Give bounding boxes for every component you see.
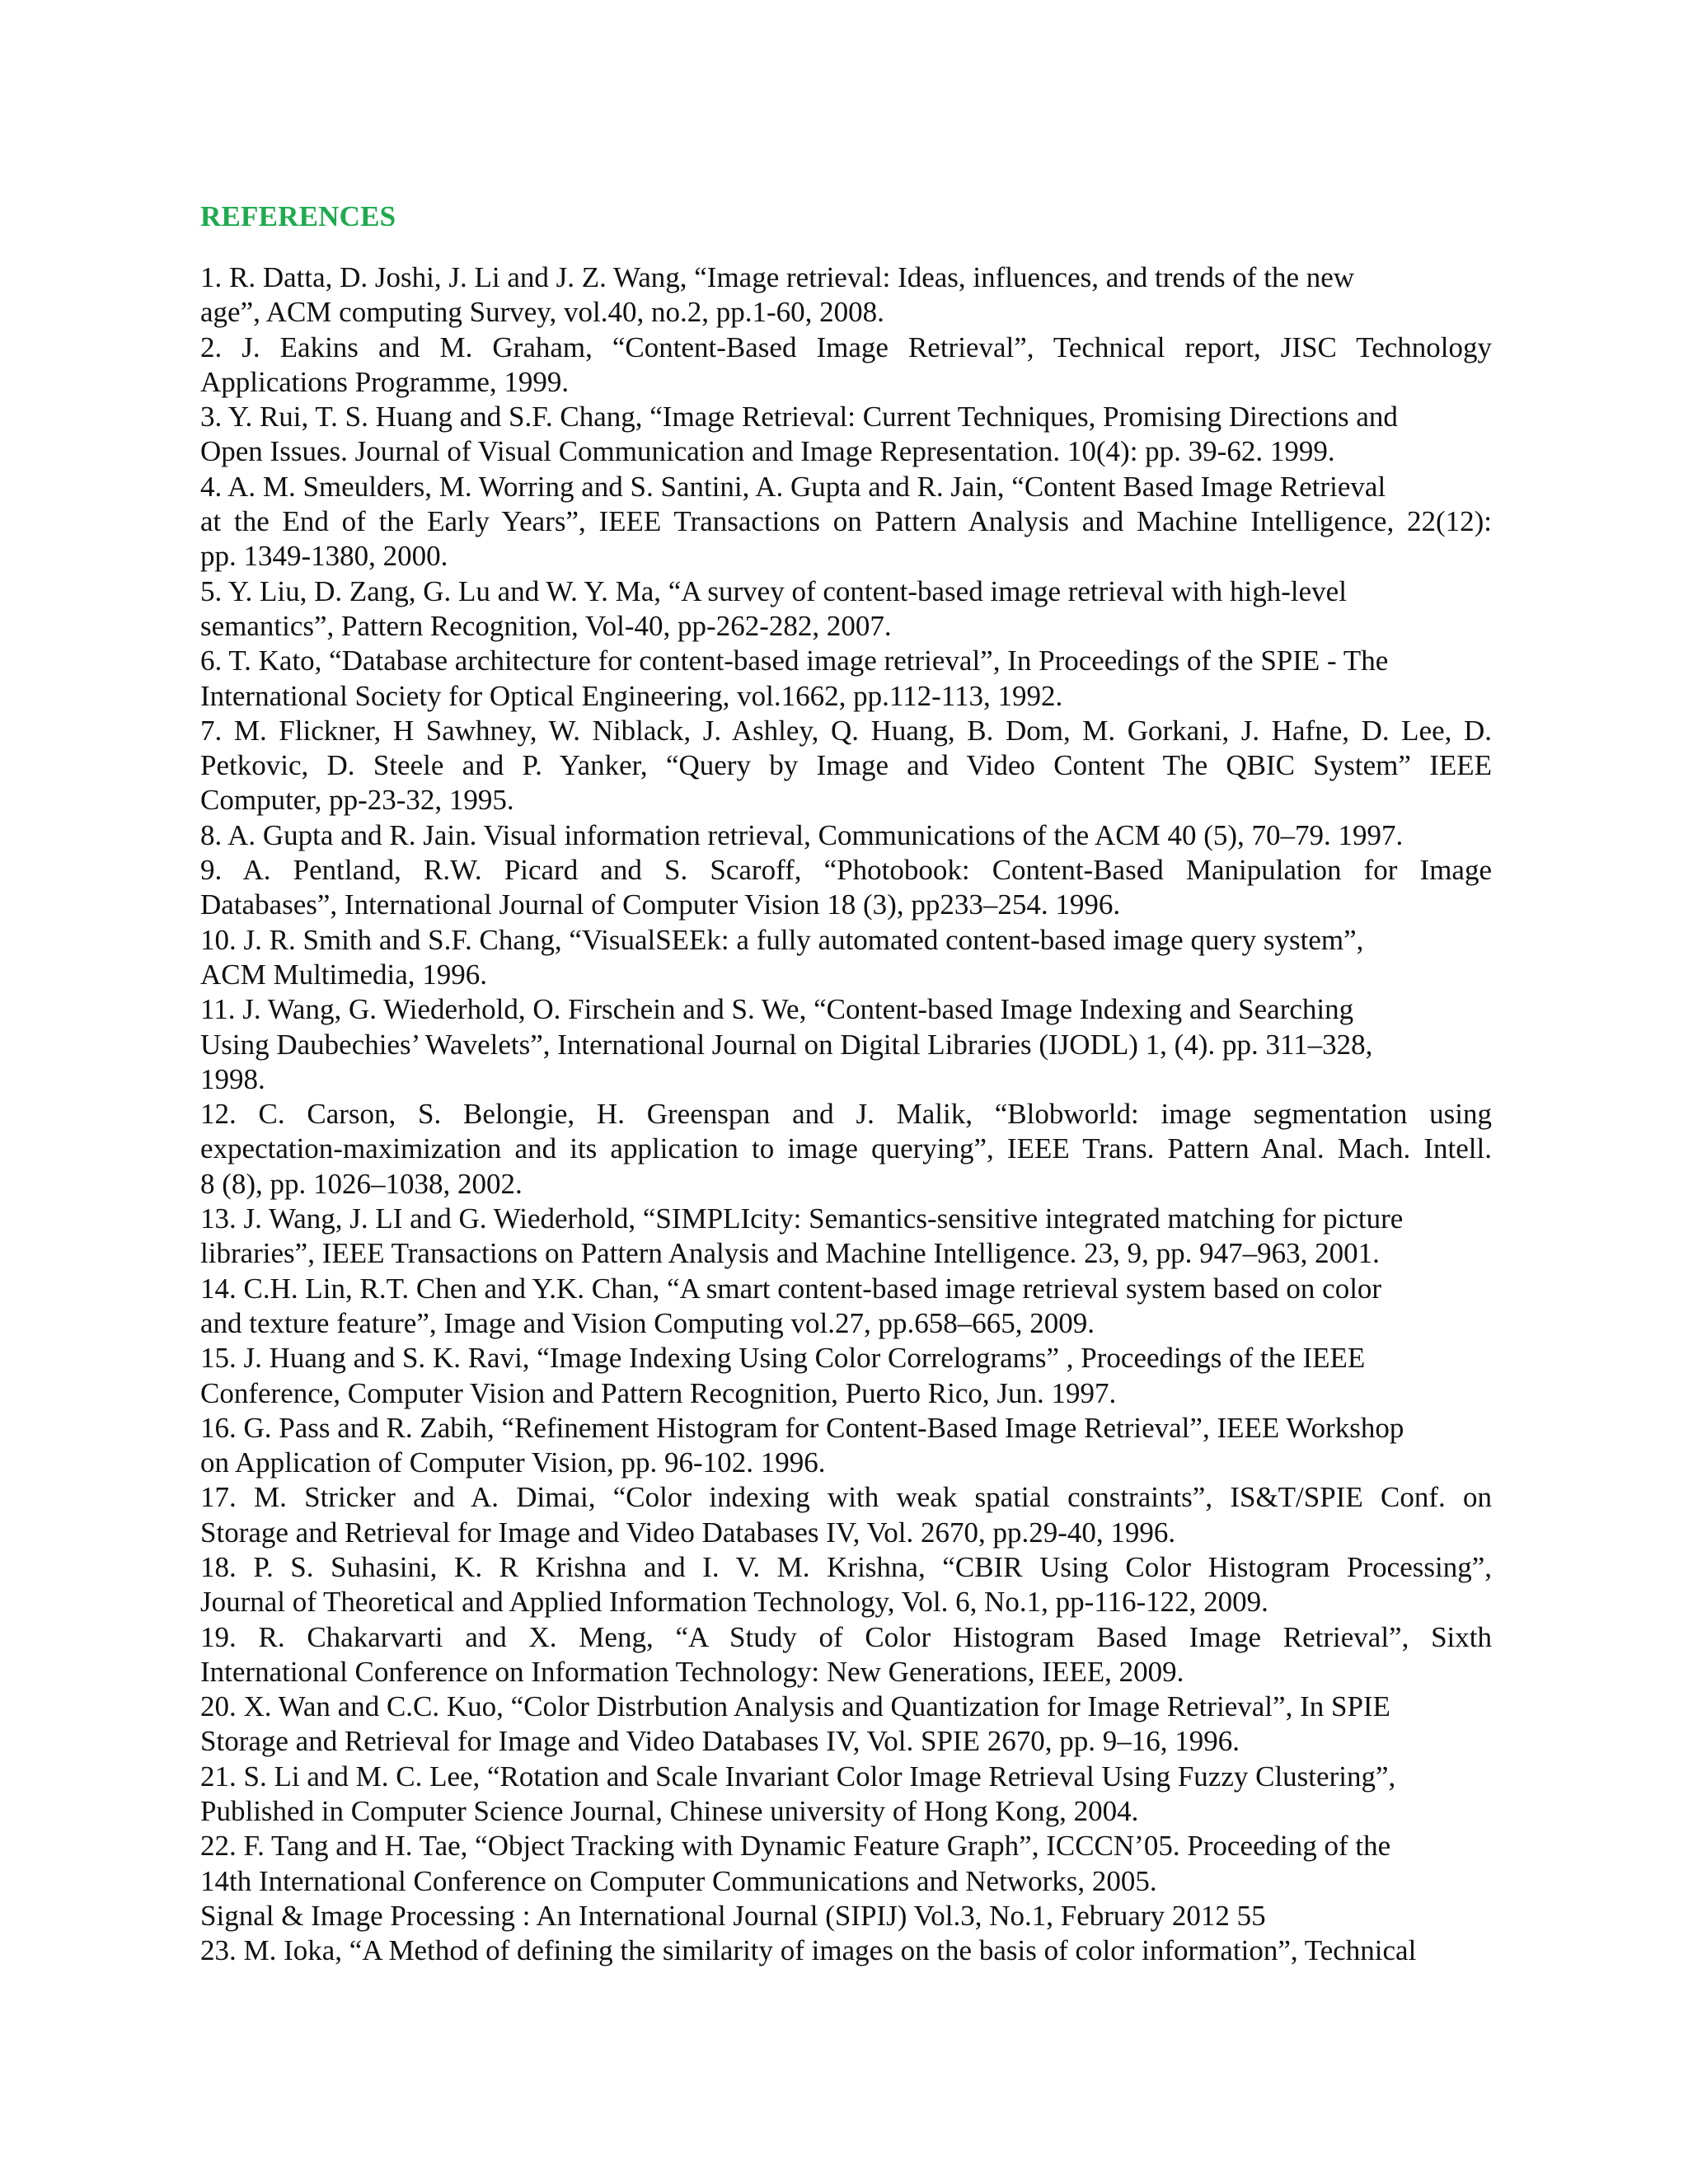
reference-line: 16. G. Pass and R. Zabih, “Refinement Histogram for Content-Based Image Retrieval”, IEEE Workshop	[200, 1411, 1404, 1444]
reference-line: libraries”, IEEE Transactions on Pattern Analysis and Machine Intelligence. 23, 9, pp. 947–963, 2001.	[200, 1237, 1380, 1270]
reference-line: 15. J. Huang and S. K. Ravi, “Image Indexing Using Color Correlograms” , Proceedings of the IEEE	[200, 1342, 1366, 1375]
reference-line: Open Issues. Journal of Visual Communication and Image Representation. 10(4): pp. 39-62. 1999.	[200, 435, 1335, 468]
reference-line: 14. C.H. Lin, R.T. Chen and Y.K. Chan, “A smart content-based image retrieval system based on color	[200, 1272, 1382, 1305]
reference-list	[200, 260, 1492, 1969]
reference-line: 4. A. M. Smeulders, M. Worring and S. Santini, A. Gupta and R. Jain, “Content Based Image Retrieval	[200, 470, 1386, 503]
reference-line: age”, ACM computing Survey, vol.40, no.2, pp.1-60, 2008.	[200, 296, 884, 329]
reference-line: 18. P. S. Suhasini, K. R Krishna and I. V. M. Krishna, “CBIR Using Color Histogram Processing”,	[200, 1550, 1492, 1583]
reference-line: 10. J. R. Smith and S.F. Chang, “VisualSEEk: a fully automated content-based image query system”,	[200, 923, 1364, 956]
reference-line: Signal & Image Processing : An International Journal (SIPIJ) Vol.3, No.1, February 2012 55	[200, 1899, 1266, 1932]
reference-line: 17. M. Stricker and A. Dimai, “Color indexing with weak spatial constraints”, IS&T/SPIE Conf. on	[200, 1481, 1492, 1514]
reference-line: International Society for Optical Engineering, vol.1662, pp.112-113, 1992.	[200, 679, 1063, 712]
reference-line: 8 (8), pp. 1026–1038, 2002.	[200, 1167, 523, 1200]
reference-line: expectation-maximization and its application to image querying”, IEEE Trans. Pattern Anal. Mach. Intell.	[200, 1132, 1492, 1165]
reference-line: semantics”, Pattern Recognition, Vol-40, pp-262-282, 2007.	[200, 609, 892, 642]
reference-line: 20. X. Wan and C.C. Kuo, “Color Distrbution Analysis and Quantization for Image Retrieval”, In SPIE	[200, 1690, 1390, 1723]
reference-line: and texture feature”, Image and Vision Computing vol.27, pp.658–665, 2009.	[200, 1306, 1095, 1339]
reference-line: 13. J. Wang, J. LI and G. Wiederhold, “SIMPLIcity: Semantics-sensitive integrated matching for picture	[200, 1202, 1404, 1235]
reference-line: 19. R. Chakarvarti and X. Meng, “A Study of Color Histogram Based Image Retrieval”, Sixth	[200, 1620, 1492, 1653]
reference-line: at the End of the Early Years”, IEEE Transactions on Pattern Analysis and Machine Intelligence, 22(12):	[200, 505, 1492, 538]
reference-line: Databases”, International Journal of Computer Vision 18 (3), pp233–254. 1996.	[200, 888, 1121, 921]
references-heading: REFERENCES	[200, 200, 396, 232]
reference-line: 23. M. Ioka, “A Method of defining the similarity of images on the basis of color information”, Technical	[200, 1934, 1417, 1967]
reference-line: 22. F. Tang and H. Tae, “Object Tracking with Dynamic Feature Graph”, ICCCN’05. Proceeding of the	[200, 1830, 1391, 1863]
reference-line: International Conference on Information Technology: New Generations, IEEE, 2009.	[200, 1655, 1184, 1688]
reference-line: 11. J. Wang, G. Wiederhold, O. Firschein and S. We, “Content-based Image Indexing and Searching	[200, 993, 1354, 1026]
document-page	[200, 194, 1492, 1969]
reference-line: 9. A. Pentland, R.W. Picard and S. Scaroff, “Photobook: Content-Based Manipulation for Image	[200, 854, 1492, 887]
reference-line: Storage and Retrieval for Image and Video Databases IV, Vol. 2670, pp.29-40, 1996.	[200, 1516, 1176, 1549]
reference-line: 5. Y. Liu, D. Zang, G. Lu and W. Y. Ma, “A survey of content-based image retrieval with high-level	[200, 574, 1347, 607]
reference-line: 12. C. Carson, S. Belongie, H. Greenspan and J. Malik, “Blobworld: image segmentation using	[200, 1098, 1492, 1131]
reference-line: Conference, Computer Vision and Pattern Recognition, Puerto Rico, Jun. 1997.	[200, 1376, 1117, 1409]
reference-line: Computer, pp-23-32, 1995.	[200, 784, 514, 817]
reference-line: 2. J. Eakins and M. Graham, “Content-Based Image Retrieval”, Technical report, JISC Technology	[200, 330, 1492, 363]
reference-line: Journal of Theoretical and Applied Information Technology, Vol. 6, No.1, pp-116-122, 2009.	[200, 1586, 1268, 1619]
reference-line: on Application of Computer Vision, pp. 96-102. 1996.	[200, 1446, 826, 1479]
reference-line: Storage and Retrieval for Image and Video Databases IV, Vol. SPIE 2670, pp. 9–16, 1996.	[200, 1725, 1240, 1758]
reference-line: Published in Computer Science Journal, Chinese university of Hong Kong, 2004.	[200, 1795, 1139, 1828]
reference-line: 1998.	[200, 1062, 265, 1095]
reference-line: Applications Programme, 1999.	[200, 365, 570, 398]
reference-line: Petkovic, D. Steele and P. Yanker, “Query by Image and Video Content The QBIC System” IEEE	[200, 749, 1492, 782]
reference-line: 21. S. Li and M. C. Lee, “Rotation and Scale Invariant Color Image Retrieval Using Fuzzy Clustering”,	[200, 1760, 1396, 1793]
reference-line: 3. Y. Rui, T. S. Huang and S.F. Chang, “Image Retrieval: Current Techniques, Promising Directions and	[200, 401, 1398, 434]
reference-line: pp. 1349-1380, 2000.	[200, 540, 448, 573]
reference-line: 6. T. Kato, “Database architecture for content-based image retrieval”, In Proceedings of the SPIE - The	[200, 644, 1389, 677]
reference-line: 14th International Conference on Computer Communications and Networks, 2005.	[200, 1864, 1157, 1897]
reference-line: Using Daubechies’ Wavelets”, International Journal on Digital Libraries (IJODL) 1, (4). pp. 311–328,	[200, 1028, 1373, 1061]
reference-line: 1. R. Datta, D. Joshi, J. Li and J. Z. Wang, “Image retrieval: Ideas, influences, and trends of the new	[200, 261, 1355, 293]
reference-line: 8. A. Gupta and R. Jain. Visual information retrieval, Communications of the ACM 40 (5), 70–79. 1997.	[200, 818, 1404, 851]
reference-line: ACM Multimedia, 1996.	[200, 958, 488, 991]
reference-line: 7. M. Flickner, H Sawhney, W. Niblack, J. Ashley, Q. Huang, B. Dom, M. Gorkani, J. Hafne, D. Lee, D.	[200, 714, 1492, 747]
